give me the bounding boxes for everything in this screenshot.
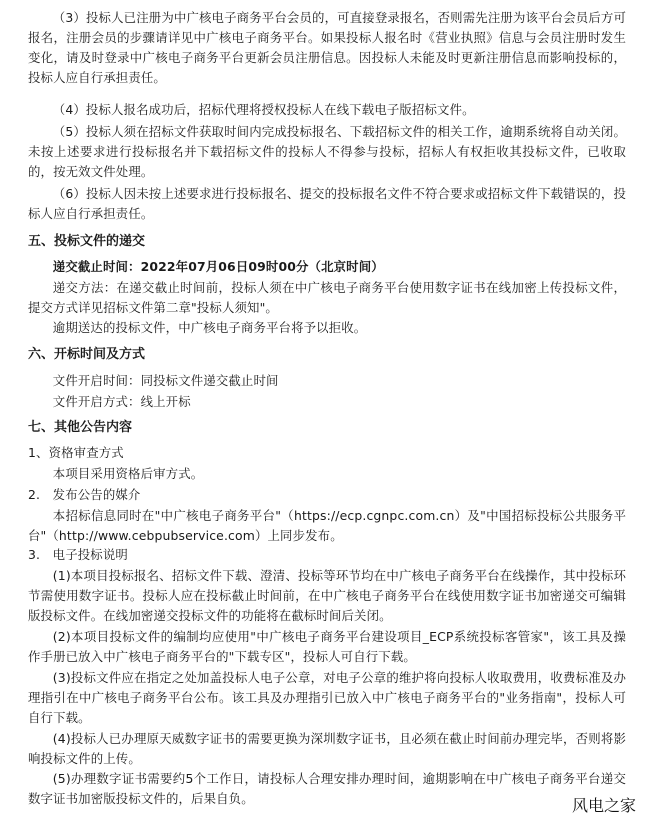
e-bidding-item-4: (4)投标人已办理原天威数字证书的需要更换为深圳数字证书，且必须在截止时间前办理完毕，否则将影响投标文件的上传。	[28, 731, 626, 766]
paragraph-registration: （3）投标人已注册为中广核电子商务平台会员的，可直接登录报名，否则需先注册为该平台会员后方可报名，注册会员的步骤请详见中广核电子商务平台。如果投标人报名时《营业执照》信息与会员注册时发生变化，请及时登录中广核电子商务平台更新会员注册信息。因投标人未能及时更新注册信息而影响投标的，投标人应自行承担责任。	[28, 10, 626, 85]
item-2-title: 2. 发布公告的媒介	[28, 487, 141, 502]
item-1-title: 1、资格审查方式	[28, 445, 124, 460]
item-2-text: 本招标信息同时在"中广核电子商务平台"（https://ecp.cgnpc.com.cn）及"中国招标投标公共服务平台"（http://www.cebpubservice.com）上同步发布。	[28, 508, 626, 543]
opening-time: 文件开启时间：同投标文件递交截止时间	[52, 373, 279, 388]
item-3-title: 3. 电子投标说明	[28, 547, 128, 562]
paragraph-deadline-rules: （5）投标人须在招标文件获取时间内完成投标报名、下载招标文件的相关工作，逾期系统将自动关闭。未按上述要求进行投标报名并下载招标文件的投标人不得参与投标，招标人有权拒收其投标文件，已收取的，按无效文件处理。	[28, 124, 626, 179]
section-7-heading: 七、其他公告内容	[28, 420, 133, 435]
submission-deadline: 递交截止时间：2022年07月06日09时00分（北京时间）	[52, 259, 384, 274]
section-6-heading: 六、开标时间及方式	[28, 347, 146, 362]
e-bidding-item-2: (2)本项目投标文件的编制均应使用"中广核电子商务平台建设项目_ECP系统投标客管家"，该工具及操作手册已放入中广核电子商务平台的"下载专区"，投标人可自行下载。	[28, 629, 626, 664]
e-bidding-item-3: (3)投标文件应在指定之处加盖投标人电子公章，对电子公章的维护将向投标人收取费用，收费标准及办理指引在中广核电子商务平台公布。该工具及办理指引已放入中广核电子商务平台的"业务指南"，投标人可自行下载。	[28, 670, 626, 725]
late-submission-note: 逾期送达的投标文件，中广核电子商务平台将予以拒收。	[52, 320, 367, 335]
item-1-text: 本项目采用资格后审方式。	[52, 466, 204, 481]
watermark-text: 风电之家	[571, 796, 636, 815]
e-bidding-item-5: (5)办理数字证书需要约5个工作日，请投标人合理安排办理时间，逾期影响在中广核电子商务平台递交数字证书加密版投标文件的，后果自负。	[28, 771, 626, 806]
section-5-heading: 五、投标文件的递交	[28, 234, 146, 249]
e-bidding-item-1: (1)本项目投标报名、招标文件下载、澄清、投标等环节均在中广核电子商务平台在线操作，其中投标环节需使用数字证书。投标人应在投标截止时间前，在中广核电子商务平台在线使用数字证书加密递交可编辑版投标文件。在线加密递交投标文件的功能将在截标时间后关闭。	[28, 568, 626, 623]
submission-method: 递交方法：在递交截止时间前，投标人须在中广核电子商务平台使用数字证书在线加密上传投标文件，提交方式详见招标文件第二章"投标人须知"。	[28, 280, 626, 315]
opening-method: 文件开启方式：线上开标	[52, 394, 191, 409]
paragraph-download-authorization: （4）投标人报名成功后，招标代理将授权投标人在线下载电子版招标文件。	[52, 102, 475, 117]
paragraph-responsibility: （6）投标人因未按上述要求进行投标报名、提交的投标报名文件不符合要求或招标文件下载错误的，投标人应自行承担责任。	[28, 186, 626, 221]
